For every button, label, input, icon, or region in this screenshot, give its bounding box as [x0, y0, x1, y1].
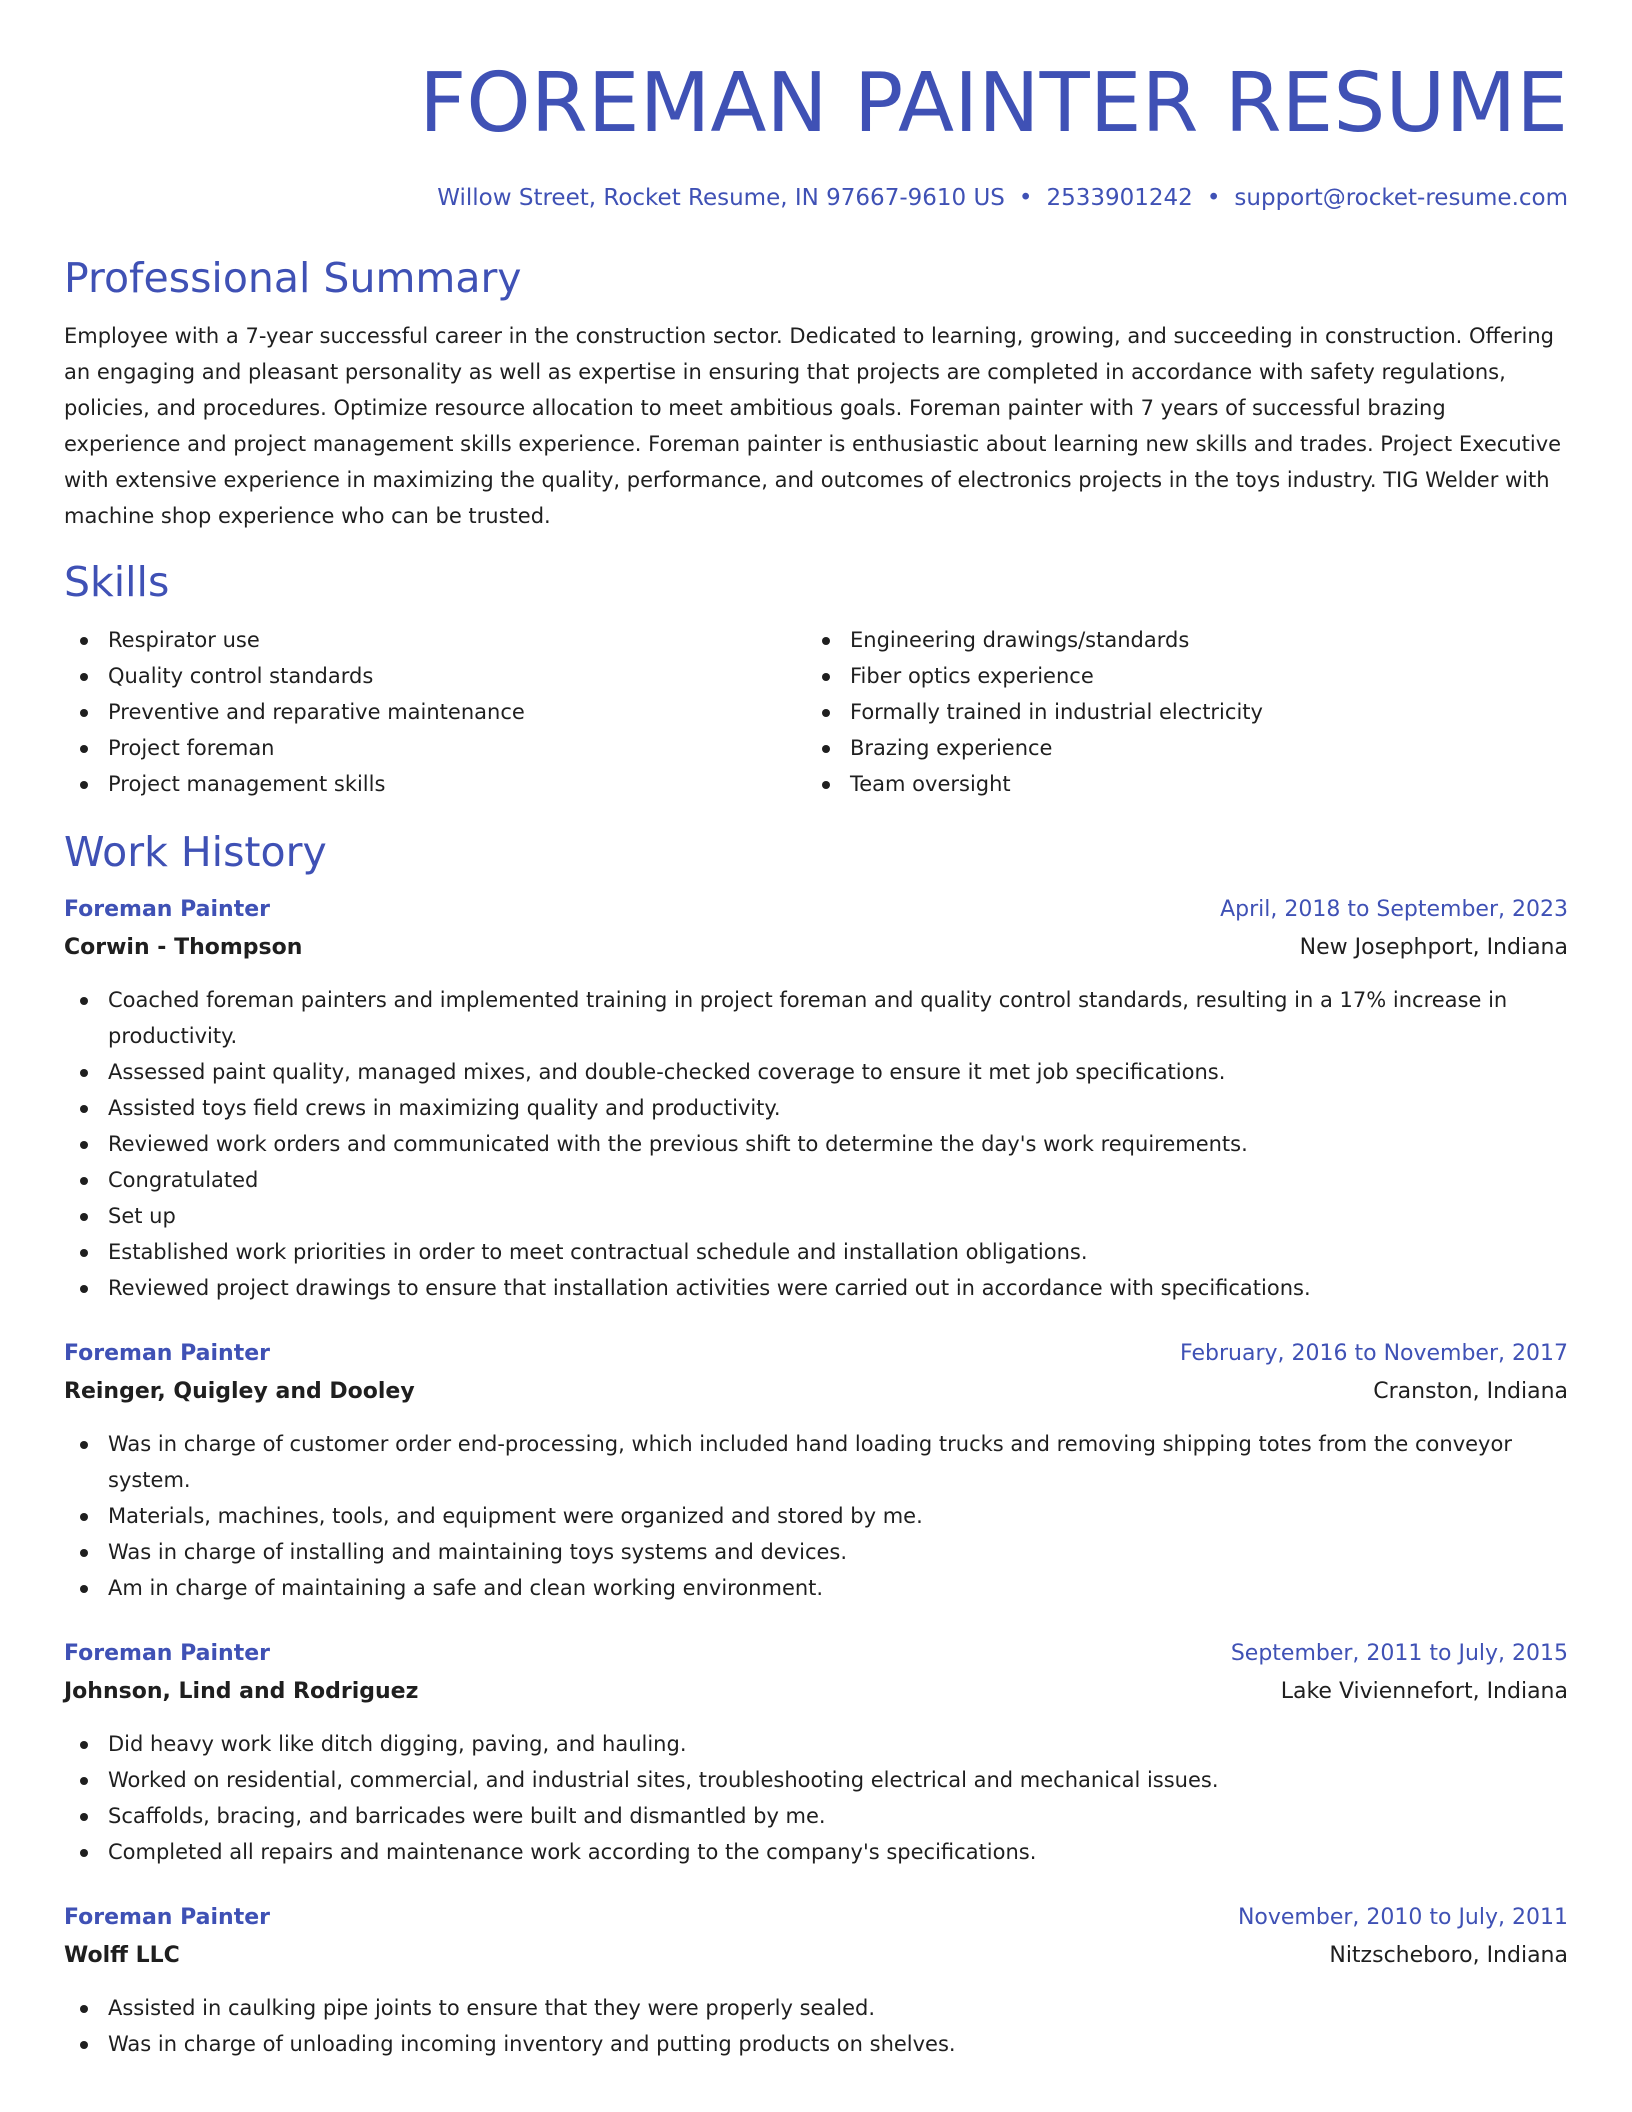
- job-dates: February, 2016 to November, 2017: [1180, 1341, 1568, 1366]
- skill-item: Project foreman: [64, 730, 806, 766]
- skill-item: Team oversight: [806, 766, 1548, 802]
- summary-heading: Professional Summary: [64, 254, 522, 302]
- job-location: Lake Viviennefort, Indiana: [1280, 1679, 1568, 1704]
- skill-item: Respirator use: [64, 622, 806, 658]
- contact-address: Willow Street, Rocket Resume, IN 97667-9610 US: [437, 185, 1005, 211]
- job-entry: [64, 1336, 1568, 1606]
- skill-item: Formally trained in industrial electricity: [806, 694, 1548, 730]
- summary-text: Employee with a 7-year successful career in the construction sector. Dedicated to learning, growing, and succeeding in construction. Offering an engaging and pleasant personality as well as expertise in ensuring that projects are completed in accordance with safety regulations, policies, and procedures. Optimize resource allocation to meet ambitious goals. Foreman painter with 7 years of successful brazing experience and project management skills experience. Foreman painter is enthusiastic about learning new skills and trades. Project Executive with extensive experience in maximizing the quality, performance, and outcomes of electronics projects in the toys industry. TIG Welder with machine shop experience who can be trusted.: [64, 324, 1562, 528]
- job-bullet: Worked on residential, commercial, and industrial sites, troubleshooting electrical and mechanical issues.: [64, 1762, 1568, 1798]
- job-company: Johnson, Lind and Rodriguez: [64, 1679, 419, 1704]
- skill-item: Engineering drawings/standards: [806, 622, 1548, 658]
- skills-heading: Skills: [64, 558, 170, 606]
- job-bullet: Coached foreman painters and implemented training in project foreman and quality control standards, resulting in a 17% increase in productivity.: [64, 982, 1568, 1054]
- work-history-heading: Work History: [64, 828, 327, 876]
- skill-item: Quality control standards: [64, 658, 806, 694]
- skills-column-left: [64, 622, 806, 802]
- resume-page: [64, 0, 1568, 2062]
- job-bullet: Completed all repairs and maintenance work according to the company's specifications.: [64, 1834, 1568, 1870]
- contact-phone: 2533901242: [1046, 185, 1193, 211]
- job-bullet: Set up: [64, 1198, 1568, 1234]
- job-bullet: Am in charge of maintaining a safe and clean working environment.: [64, 1570, 1568, 1606]
- job-title: Foreman Painter: [64, 897, 270, 922]
- job-bullets: [64, 1426, 1568, 1606]
- job-bullet: Assessed paint quality, managed mixes, and double-checked coverage to ensure it met job specifications.: [64, 1054, 1568, 1090]
- job-dates: April, 2018 to September, 2023: [1220, 897, 1568, 922]
- contact-separator: •: [1018, 185, 1033, 211]
- contact-separator: •: [1206, 185, 1221, 211]
- job-bullet: Established work priorities in order to meet contractual schedule and installation obligations.: [64, 1234, 1568, 1270]
- skill-item: Project management skills: [64, 766, 806, 802]
- skills-list: [64, 622, 1568, 802]
- job-title: Foreman Painter: [64, 1905, 270, 1930]
- job-bullet: Assisted in caulking pipe joints to ensure that they were properly sealed.: [64, 1990, 1568, 2026]
- job-title: Foreman Painter: [64, 1641, 270, 1666]
- job-entry: [64, 1900, 1568, 2062]
- job-bullets: [64, 1990, 1568, 2062]
- job-entry: [64, 1636, 1568, 1870]
- job-bullet: Congratulated: [64, 1162, 1568, 1198]
- job-location: Cranston, Indiana: [1373, 1379, 1568, 1404]
- job-bullet: Was in charge of unloading incoming inventory and putting products on shelves.: [64, 2026, 1568, 2062]
- job-bullets: [64, 1726, 1568, 1870]
- job-bullet: Materials, machines, tools, and equipment were organized and stored by me.: [64, 1498, 1568, 1534]
- job-bullet: Was in charge of customer order end-processing, which included hand loading trucks and removing shipping totes from the conveyor system.: [64, 1426, 1568, 1498]
- job-bullet: Assisted toys field crews in maximizing quality and productivity.: [64, 1090, 1568, 1126]
- skill-item: Brazing experience: [806, 730, 1548, 766]
- job-bullet: Reviewed work orders and communicated with the previous shift to determine the day's work requirements.: [64, 1126, 1568, 1162]
- job-bullet: Did heavy work like ditch digging, paving, and hauling.: [64, 1726, 1568, 1762]
- job-dates: September, 2011 to July, 2015: [1230, 1641, 1568, 1666]
- skill-item: Preventive and reparative maintenance: [64, 694, 806, 730]
- contact-line: [64, 182, 1568, 214]
- skill-item: Fiber optics experience: [806, 658, 1548, 694]
- job-bullets: [64, 982, 1568, 1306]
- job-entry: [64, 892, 1568, 1306]
- skills-column-right: [806, 622, 1548, 802]
- job-bullet: Was in charge of installing and maintaining toys systems and devices.: [64, 1534, 1568, 1570]
- job-title: Foreman Painter: [64, 1341, 270, 1366]
- job-company: Wolff LLC: [64, 1943, 180, 1968]
- resume-title: FOREMAN PAINTER RESUME: [419, 56, 1568, 151]
- job-bullet: Reviewed project drawings to ensure that installation activities were carried out in accordance with specifications.: [64, 1270, 1568, 1306]
- job-dates: November, 2010 to July, 2011: [1237, 1905, 1568, 1930]
- job-company: Corwin - Thompson: [64, 935, 303, 960]
- job-location: New Josephport, Indiana: [1299, 935, 1568, 960]
- job-bullet: Scaffolds, bracing, and barricades were built and dismantled by me.: [64, 1798, 1568, 1834]
- job-company: Reinger, Quigley and Dooley: [64, 1379, 415, 1404]
- contact-email: support@rocket-resume.com: [1234, 185, 1568, 211]
- job-location: Nitzscheboro, Indiana: [1329, 1943, 1568, 1968]
